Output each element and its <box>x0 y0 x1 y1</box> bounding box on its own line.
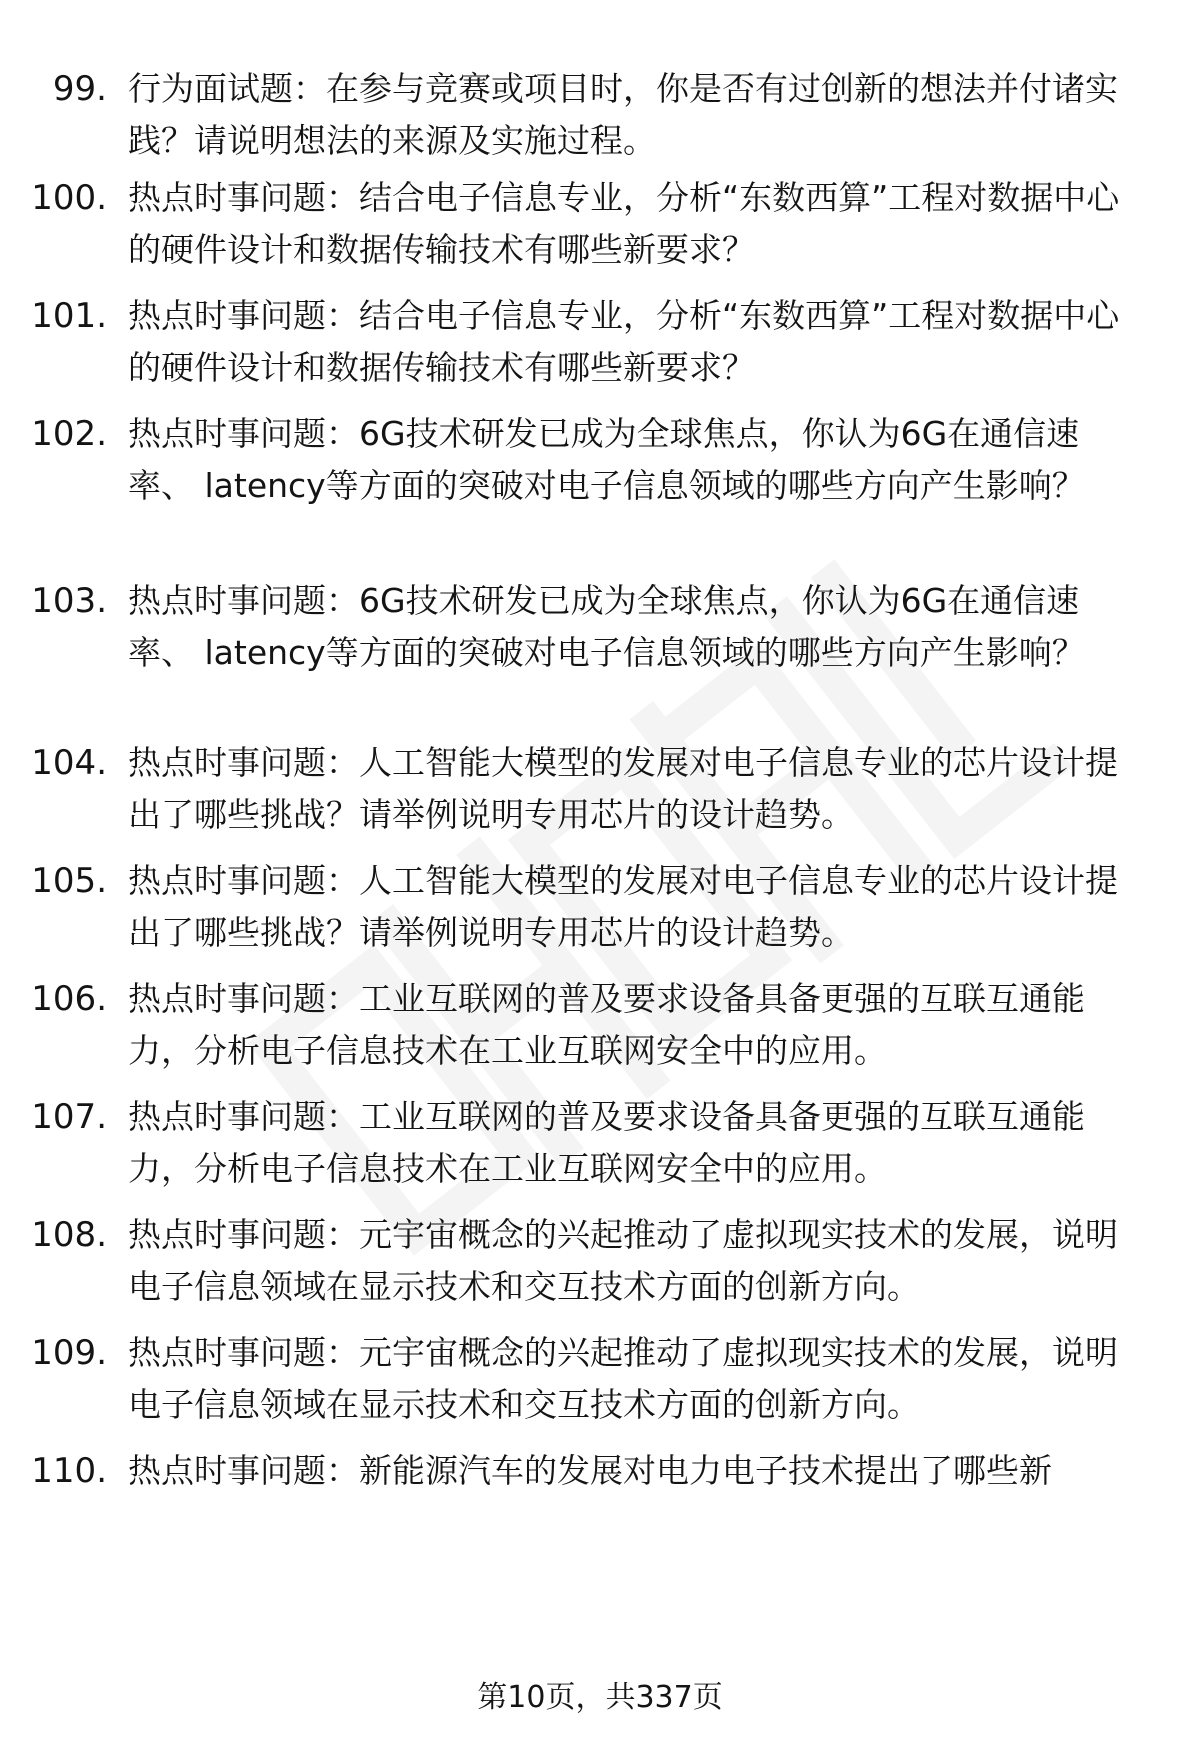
question-number: 110. <box>31 1451 107 1491</box>
question-text: 热点时事问题：元宇宙概念的兴起推动了虚拟现实技术的发展，说明电子信息领域在显示技术和交互技术方面的创新方向。 <box>128 1333 1118 1424</box>
question-text: 热点时事问题：6G技术研发已成为全球焦点，你认为6G在通信速率、 latency等方面的突破对电子信息领域的哪些方向产生影响？ <box>128 414 1085 505</box>
question-text: 热点时事问题：人工智能大模型的发展对电子信息专业的芯片设计提出了哪些挑战？请举例说明专用芯片的设计趋势。 <box>128 743 1118 834</box>
question-text: 热点时事问题：结合电子信息专业，分析“东数西算”工程对数据中心的硬件设计和数据传输技术有哪些新要求？ <box>128 296 1120 387</box>
question-number: 103. <box>31 581 107 621</box>
page-number-label: 第10页，共337页 <box>477 1680 723 1715</box>
question-text: 热点时事问题：元宇宙概念的兴起推动了虚拟现实技术的发展，说明电子信息领域在显示技术和交互技术方面的创新方向。 <box>128 1215 1118 1306</box>
question-number: 108. <box>31 1215 107 1255</box>
question-text: 热点时事问题：工业互联网的普及要求设备具备更强的互联互通能力，分析电子信息技术在工业互联网安全中的应用。 <box>128 979 1085 1070</box>
question-text: 热点时事问题：工业互联网的普及要求设备具备更强的互联互通能力，分析电子信息技术在工业互联网安全中的应用。 <box>128 1097 1085 1188</box>
page-footer <box>0 1678 1200 1718</box>
question-number: 104. <box>31 743 107 783</box>
question-text: 热点时事问题：人工智能大模型的发展对电子信息专业的芯片设计提出了哪些挑战？请举例说明专用芯片的设计趋势。 <box>128 861 1118 952</box>
question-number: 106. <box>31 979 107 1019</box>
question-text: 热点时事问题：结合电子信息专业，分析“东数西算”工程对数据中心的硬件设计和数据传输技术有哪些新要求？ <box>128 178 1120 269</box>
question-number: 99. <box>52 69 107 109</box>
question-number: 100. <box>31 178 107 218</box>
question-number: 107. <box>31 1097 107 1137</box>
question-number: 101. <box>31 296 107 336</box>
question-number: 105. <box>31 861 107 901</box>
question-text: 行为面试题：在参与竞赛或项目时，你是否有过创新的想法并付诸实践？请说明想法的来源及实施过程。 <box>128 69 1118 160</box>
question-text: 热点时事问题：6G技术研发已成为全球焦点，你认为6G在通信速率、 latency等方面的突破对电子信息领域的哪些方向产生影响？ <box>128 581 1085 672</box>
question-number: 109. <box>31 1333 107 1373</box>
question-number: 102. <box>31 414 107 454</box>
question-text: 热点时事问题：新能源汽车的发展对电力电子技术提出了哪些新 <box>128 1451 1052 1490</box>
